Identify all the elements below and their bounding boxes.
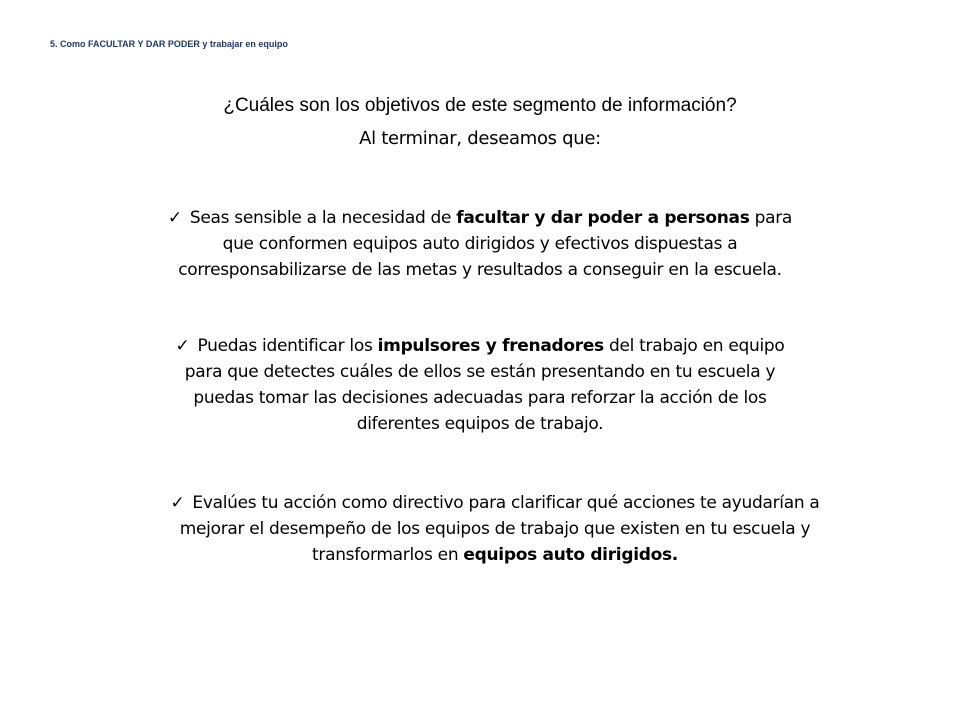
slide-section-label: 5. Como FACULTAR Y DAR PODER y trabajar en equipo [50,39,288,49]
objective-1-text: Seas sensible a la necesidad de [189,208,457,228]
objective-2-bold: impulsores y frenadores [377,336,604,356]
objective-item-3 [150,490,840,568]
intro-text: Al terminar, deseamos que: [359,128,601,149]
objective-item-1 [150,205,810,283]
objective-2-text-end: del trabajo en equipo para que detectes cuáles de ellos se están presentando en tu escuela y puedas tomar las decisiones adecuadas para reforzar la acción de los diferentes equipos de trabajo. [184,336,785,434]
objective-3-text: Evalúes tu acción como directivo para clarificar qué acciones te ayudarían a mejorar el desempeño de los equipos de trabajo que existen en tu escuela y transformarlos en [179,493,820,565]
objective-2-text: Puedas identificar los [197,336,378,356]
objective-1-bold: facultar y dar poder a personas [456,208,750,228]
checkmark-icon: ✓ [175,336,190,356]
checkmark-icon: ✓ [167,208,182,228]
objective-item-2 [170,333,790,437]
checkmark-icon: ✓ [170,493,185,513]
objective-3-bold: equipos auto dirigidos. [463,545,678,565]
objectives-question: ¿Cuáles son los objetivos de este segmento de información? [223,95,737,116]
objective-1-text-end: para que conformen equipos auto dirigidos y efectivos dispuestas a corresponsabilizarse de las metas y resultados a conseguir en la escuela. [178,208,793,280]
